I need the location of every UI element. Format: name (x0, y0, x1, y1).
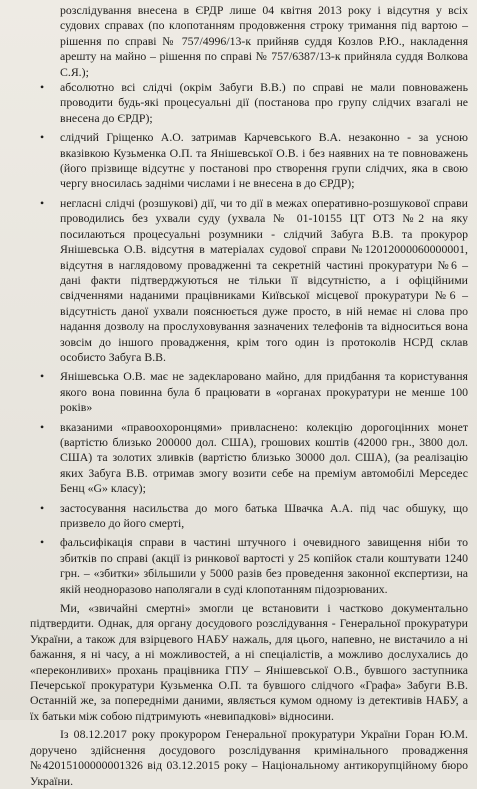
bullet-text: слідчий Гріщенко А.О. затримав Карчевського В.А. незаконно - за усною вказівкою Кузьменка О.П. та Янішевської О.В. і без наявних на те повноважень (його прізвище відсутнє у постанові про створення групи слідчих, яка в свою чергу вносилась задніми числами і не внесена в до ЄРДР); (60, 130, 468, 191)
bullet-icon: • (40, 369, 45, 384)
document-body (30, 3, 468, 789)
bullet-text: негласні слідчі (розшукові) дії, чи то дії в межах оперативно-розшукової справи проводились без ухвали суду (ухвала № 01-10155 ЦТ ОТЗ №2 на яку посилаються процесуальні розумники - слідчий Забуга В.В. та прокурор Янішевська О.В. відсутня в матеріалах судової справи №12012000060000001, відсутня в наглядовому провадженні та секретній частині прокуратури №6 – дані факти підтверджуються не тільки її відсутністю, а і офіційними свідченнями наданими працівниками Київської місцевої прокуратури №6 – відсутність даної ухвали пояснюється дуже просто, в ній немає ні слова про надання дозволу на прослуховування зазначених телефонів та відноситься вона зовсім до іншого провадження, крім того один із протоколів НСРД склав особисто Забуга В.В. (60, 195, 468, 364)
bullet-text: вказаними «правоохоронцями» привласнено: колекцію дорогоцінних монет (вартістю близько 200000 дол. США), грошових коштів (42000 грн., 3800 дол. США) та золотих зливків (вартістю близько 30000 дол. США), (за реалізацію яких Забуга В.В. отримав змогу возити себе на преміум автомобілі Мерседес Бенц «G» класу); (60, 419, 468, 496)
body-paragraph: Ми, «звичайні смертні» змогли це встановити і частково документально підтвердити. Однак, для органу досудового розслідування - Генеральної прокуратури України, а також для взірцевого НАБУ нажаль, для цього, напевно, не вистачило а ні бажання, я ні часу, а ні можливостей, а ні спеціалістів, а можливо дослухались до «переконливих» прохань працівника ГПУ – Янішевської О.В., бувшого заступника Печерської прокуратури Кузьменка О.П. та бувшого слідчого «Графа» Забуги В.В. Останній же, за попередніми даними, являється кумом одному із детективів НАБУ, а їх батьки між собою підтримують «невипадкові» відносини. (30, 601, 468, 723)
bullet-text: фальсифікація справи в частині штучного і очевидного завищення ніби то збитків по справі (акції із ринкової вартості у 25 копійок стали коштувати 1240 грн. – «збитки» збільшили у 5000 разів без проведення законної експертизи, на якій неодноразово наполягали в суді клопотанням підозрюваних. (60, 535, 468, 596)
bullet-text: Янішевська О.В. має не задекларовано майно, для придбання та користування якого вона повинна була б працювати в «органах прокуратури не менше 100 років» (60, 369, 468, 415)
bullet-item (30, 130, 468, 192)
bullet-item (30, 501, 468, 532)
bullet-item (30, 369, 468, 415)
bullet-item (30, 420, 468, 497)
bullet-icon: • (40, 500, 45, 515)
bullet-item (30, 80, 468, 126)
bullet-list (30, 80, 468, 597)
bullet-icon: • (40, 535, 45, 550)
bullet-text: абсолютно всі слідчі (окрім Забуги В.В.) по справі не мали повноважень проводити будь-які процесуальні дії (постанова про групу слідчих взагалі не внесена до ЄРДР); (60, 80, 468, 125)
bullet-text: застосування насильства до мого батька Швачка А.А. під час обшуку, що призвело до його смерті, (60, 500, 468, 530)
bullet-icon: • (40, 195, 45, 210)
bullet-icon: • (40, 130, 45, 145)
body-paragraph: Із 08.12.2017 року прокурором Генеральної прокуратури України Горан Ю.М. доручено здійснення досудового розслідування кримінального провадження №42015100000001326 від 03.12.2015 року – Національному антикорупційному бюро України. (30, 727, 468, 788)
continuation-text: розслідування внесена в ЄРДР лише 04 квітня 2013 року і відсутня у всіх судових справах (по клопотанням продовження строку тримання під вартою – рішення по справі № 757/4996/13-к прийняв суддя Козлов Р.Ю., накладення арешту на майно – рішення по справі № 757/6387/13-к прийняла суддя Волкова С.Я.); (60, 3, 468, 79)
bullet-item (30, 535, 468, 597)
bullet-icon: • (40, 419, 45, 434)
bullet-item (30, 196, 468, 365)
bullet-icon: • (40, 80, 45, 95)
